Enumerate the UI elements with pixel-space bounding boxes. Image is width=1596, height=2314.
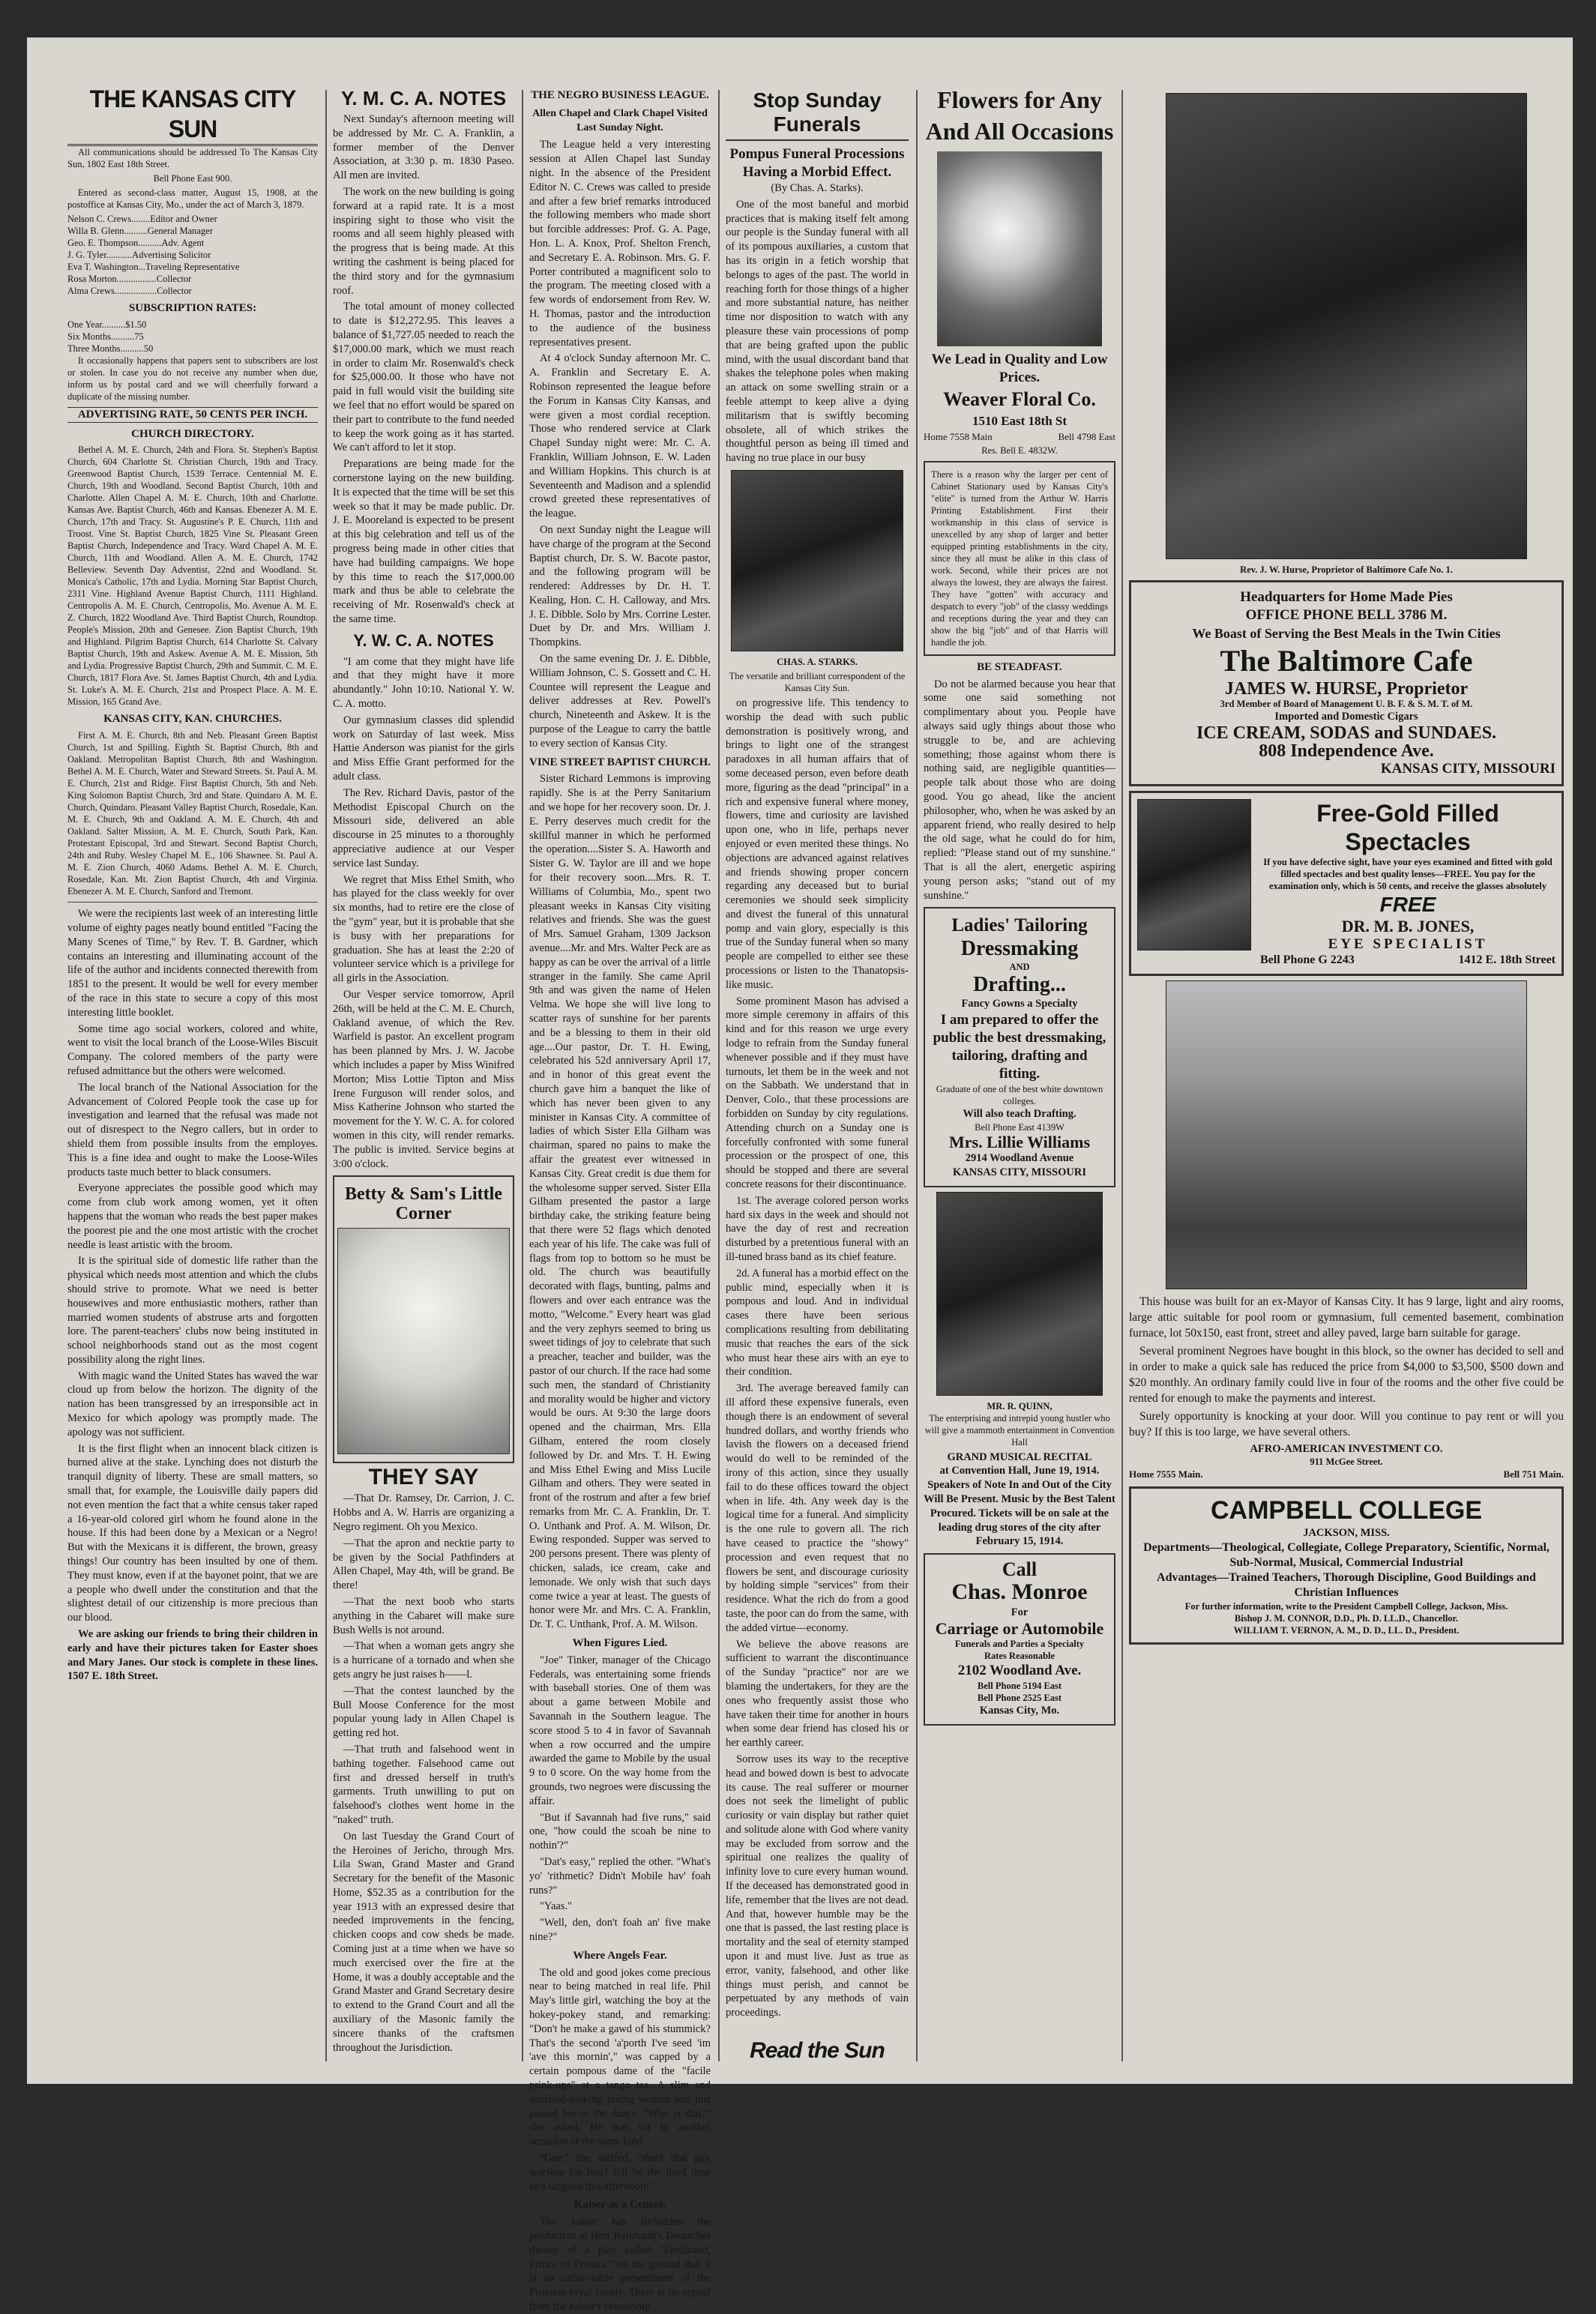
tailor-fancy: Fancy Gowns a Specialty <box>961 998 1078 1010</box>
column-ymca <box>333 84 514 2070</box>
article-paragraph: On last Tuesday the Grand Court of the Heroines of Jericho, through Mrs. Lila Swan, Grand Master and Grand Secretary for the benefit of the Masonic Home, $52.35 as a contribution for the year 1913 with an expressed desire that needed improvements in the fencing, chicken coops and cow sheds be made. Coming just at a time when we have so much exercised over the fire at the Home, it was a doubly acceptable and the Grand Master and Grand Secretary desire to extend to the Grand Court and all the auxiliary of the Masonic family the sincere thanks of the craftsmen throughout the Jurisdiction. <box>333 1830 514 2054</box>
campbell-further: For further information, write to the President Campbell College, Jackson, Miss. <box>1184 1600 1508 1612</box>
campbell-adv: Advantages—Trained Teachers, Thorough Discipline, Good Buildings and Christian Influences <box>1157 1570 1536 1599</box>
spectacles-text: If you have defective sight, have your eyes examined and fitted with gold filled spectacles and best quality lenses—FREE. You pay for the examination only, which is 50 cents, and receive the glasses absolutely <box>1263 856 1553 891</box>
ymca-title: Y. M. C. A. NOTES <box>340 87 507 109</box>
afro-address: 911 McGee Street. <box>1310 1456 1383 1468</box>
monroe-carriage: Carriage or Automobile <box>935 1618 1104 1638</box>
monroe-city: Kansas City, Mo. <box>979 1704 1060 1717</box>
tailor-addr: 2914 Woodland Avenue <box>965 1151 1074 1164</box>
article-paragraph: Sorrow uses its way to the receptive head and bowed down is best to advocate its cause. The real sufferer or mourner does not seek the limelight of public curiosity or vain display but rather quiet and solitude alone with God where vanity may be excluded from sorrow and the spiritual one realizes the quality of infinity love to cure every human wound. If the deceased has demonstrated good in life, remember that the lives are not dead. And that, however humble may be the one that is passed, the last resting place is mortality and the seal of eternity stamped upon it and must live. Just as true as error, vanity, falsehood, and other like things must perish, and cannot be perpetuated by any methods of vain proceedings. <box>726 1753 909 2019</box>
article-paragraph: "I am come that they might have life and that they might have it more abundantly." John 10:10. National Y. W. C. A. motto. <box>333 655 514 711</box>
ywca-title: Y. W. C. A. NOTES <box>353 630 494 650</box>
article-paragraph: "But if Savannah had five runs," said one, "how could the scoah be nine to nothin'?" <box>529 1811 711 1852</box>
quinn-text: The enterprising and intrepid young hustler who will give a mammoth entertainment in Convention Hall <box>924 1412 1115 1447</box>
column-masthead <box>67 84 318 2070</box>
article-paragraph: We believe the above reasons are sufficient to warrant the discontinuance of the Sunday "practice" nor are we blaming the undertakers, for they are the ones who frequently assist those who have taken their time for another in hours when some dear friend has closed his or her earthly career. <box>726 1638 909 1750</box>
weaver-phone: Bell 4798 East <box>1058 431 1115 442</box>
monroe-ad <box>924 1553 1115 1726</box>
article-paragraph: The League held a very interesting session at Allen Chapel last Sunday night. In the absence of the President Editor N. C. Crews was called to preside and after a few brief remarks introduced the following members who made short but forcible addresses: Prof. G. A. Page, Hon. L. A. Knox, Prof. Shelton French, and Secretary E. A. Robinson. Mrs. G. F. Porter contributed a magnificent solo to the program. The meeting closed with a few words of endorsement from Rev. W. H. Thomas, pastor and the introduction to the audience of the business representatives present. <box>529 139 711 349</box>
article-paragraph: Everyone appreciates the possible good which may come from club work among women, yet it often happens that the woman who reads the best paper makes the poorest pie and the one most artistic with the crochet needle is least artistic with the broom. <box>67 1182 318 1251</box>
flowers-illustration <box>937 151 1102 346</box>
monroe-phone: Bell Phone 2525 East <box>977 1692 1062 1703</box>
article-paragraph: The local branch of the National Association for the Advancement of Colored People took the case up for investigation and learned that the refusal was made not out of disrespect to the Negro callers, but in order to shield them from possible insults from the employes. This is a fine idea and ought to make the Loose-Wiles products taste much better to black consumers. <box>67 1081 318 1178</box>
column-ads <box>924 84 1115 2070</box>
angels-title: Where Angels Fear. <box>573 1949 667 1962</box>
directory-title: CHURCH DIRECTORY. <box>131 427 254 440</box>
read-the-sun: Read the Sun <box>726 2036 909 2066</box>
comic-title: Betty & Sam's Little Corner <box>345 1184 502 1224</box>
cafe-cigars: Imported and Domestic Cigars <box>1274 711 1418 723</box>
cafe-ice: ICE CREAM, SODAS and SUNDAES. <box>1196 723 1497 743</box>
article-paragraph: On the same evening Dr. J. E. Dibble, William Johnson, C. S. Gossett and C. H. Countee will represent the League and deliver addresses at Rev. Powell's church, Nineteenth and Askew. It is the purpose of the League to carry the battle to every section of Kansas City. <box>529 653 711 750</box>
article-paragraph: —That the apron and necktie party to be given by the Social Pathfinders at Allen Chapel, May 4th, will be grand. Be there! <box>333 1537 514 1592</box>
article-paragraph: —That when a woman gets angry she is a hurricane of a tornado and when she gets angry he just raises h——l. <box>333 1640 514 1681</box>
campbell-depts: Departments—Theological, Collegiate, College Preparatory, Scientific, Normal, Sub-Normal, Musical, Commercial Industrial <box>1143 1540 1550 1569</box>
funerals-byline: (By Chas. A. Starks). <box>771 182 864 194</box>
vine-title: VINE STREET BAPTIST CHURCH. <box>529 756 711 768</box>
tailor-sub1: Dressmaking <box>960 937 1079 961</box>
league-title: THE NEGRO BUSINESS LEAGUE. <box>531 89 709 101</box>
article-paragraph: "Well, den, don't foah an' five make nine?" <box>529 1917 711 1943</box>
column-rule <box>916 90 918 2061</box>
weaver-address: 1510 East 18th St <box>972 414 1067 428</box>
article-paragraph: With magic wand the United States has waved the war cloud up from below the horizon. The dignity of the nation has been transgressed by an irresponsible act in Mexico for which apology was promptly made. The apology was not sufficient. <box>67 1370 318 1438</box>
monroe-call: Call <box>1002 1558 1038 1581</box>
tailor-grad: Graduate of one of the best white downtown colleges. <box>936 1084 1103 1107</box>
staff-line: Geo. E. Thompson..........Adv. Agent <box>67 238 205 248</box>
masthead-entered: Entered as second-class matter, August 15, 1908, at the postoffice at Kansas City, Mo., under the act of March 3, 1879. <box>67 187 318 210</box>
tailor-sub2: Drafting... <box>973 973 1066 997</box>
article-paragraph: We regret that Miss Ethel Smith, who has played for the class weekly for over six months, had to retire ere the close of the "gym" year, but it is probable that she is busy with her preparations for graduation. She has at least the 2:20 of volunteer service which is a privilege for all girls in the Association. <box>333 873 514 985</box>
tailor-and: AND <box>1009 962 1030 973</box>
article-paragraph: This house was built for an ex-Mayor of Kansas City. It has 9 large, light and airy rooms, large attic suitable for pool room or gymnasium, full cemented basement, combination furnace, lot 50x150, east front, street and alley paved, large barn suitable for garage. <box>1129 1295 1564 1340</box>
doctor-name: DR. M. B. JONES, <box>1341 916 1475 935</box>
league-subtitle: Allen Chapel and Clark Chapel Visited Last Sunday Night. <box>532 107 708 133</box>
starks-portrait <box>731 470 903 651</box>
article-paragraph: "Gee," she sniffed, "don't that guy worship his feet? It'll be the third time he's tangoed this afternoon!" <box>529 2151 711 2193</box>
cafe-city: KANSAS CITY, MISSOURI <box>1380 760 1556 777</box>
column-business-league <box>529 84 711 2313</box>
afro-phones <box>1129 1468 1564 1482</box>
doctor-contact <box>1260 953 1556 968</box>
masthead-phone: Bell Phone East 900. <box>153 173 232 184</box>
spectacles-free: FREE <box>1379 892 1436 916</box>
column-rule <box>1121 90 1123 2061</box>
divider <box>67 902 318 903</box>
tailor-name: Mrs. Lillie Williams <box>948 1132 1091 1151</box>
article-paragraph: —That the contest launched by the Bull Moose Conference for the most popular young lady in Allen Chapel is getting red hot. <box>333 1684 514 1740</box>
flowers-title: Flowers for Any And All Occasions <box>925 86 1114 145</box>
weaver-phone: Home 7558 Main <box>924 431 993 442</box>
steadfast-title: BE STEADFAST. <box>977 660 1062 673</box>
rates-list <box>67 319 318 355</box>
article-paragraph: 1st. The average colored person works hard six days in the week and should not have the day of rest and recreation disturbed by a pretentious funeral with an ill-tuned brass band as its chief feature. <box>726 1194 909 1264</box>
kck-entries: First A. M. E. Church, 8th and Neb. Pleasant Green Baptist Church, 1st and Spilling. Eighth St. Baptist Church, 8th and Oakland. Metropolitan Baptist Church, 8th and Washington. Bethel A. M. E. Church, Water and Steward Streets. St. Paul A. M. E. Church, 21st and Ridge. First Baptist Church, 5th and Neb. King Solomon Baptist Church, 3rd and State. Quindaro A. M. E. Church, Quindaro. Pleasant Valley Baptist Church, Rosedale, Kan. M. E. Church, 9th and Oakland. A. M. E. Church, 4th and Oakland. Salter Mission, A. M. E. Church, South Park, Kan. Protestant Episcopal, 3rd and Stewart. Second Baptist Church, 24th and Ruby. Wesley Chapel M. E., 106 Shawnee. St. Paul A. M. E. Zion Church, 4060 Adams. Bethel A. M. E. Church, Rosedale, Kan. Mt. Zion Baptist Church, 4th and Virginia. Ebenezer A. M. E. Church, Sanford and Tremont. <box>67 730 318 897</box>
cafe-addr: 808 Independence Ave. <box>1259 741 1434 761</box>
baltimore-cafe-ad <box>1129 580 1564 786</box>
staff-line: Willa B. Glenn..........General Manager <box>67 226 213 236</box>
ad-rate: ADVERTISING RATE, 50 CENTS PER INCH. <box>67 407 318 423</box>
article-paragraph: Next Sunday's afternoon meeting will be addressed by Mr. C. A. Franklin, a former member of the Denver Association, at 3:30 p. m. 1830 Paseo. All men are invited. <box>333 113 514 182</box>
cafe-office: OFFICE PHONE BELL 3786 M. <box>1245 607 1448 623</box>
article-paragraph: Several prominent Negroes have bought in this block, so the owner has decided to sell and in order to make a quick sale has reduced the price from $4,000 to $3,500, $500 down and $20 monthly. An ordinary family could live in four of the rooms and the other five could be rented for enough to make the payments and interest. <box>1129 1344 1564 1405</box>
article-paragraph: Do not be alarmed because you hear that some one said something not complimentary about you. People have always said ugly things about those who struggle to be, and are achieving something; those against whom there is nothing said, are negligible quantities—people talk about those who are doing good. You go ahead, like the ancient philosopher, who, when he was asked by an apparent friend, who really desired to help the old sage, what he could do for him, replied: "Please stand out of my sunshine." That is all the alert, energetic aspiring young person asks; "stand out of my sunshine." <box>924 678 1115 902</box>
article-paragraph: It is the spiritual side of domestic life rather than the physical which needs most attention and which the clubs should strive to promote. What we need is better housewives and more enthusiastic mothers, rather than married women students of abstruse arts and forgotten lore. The parent-teachers' clubs now being instituted in school neighborhoods stand out as the most cogent possibility along the right lines. <box>67 1255 318 1366</box>
eye-specialist: EYE SPECIALIST <box>1328 935 1488 952</box>
recital-text: at Convention Hall, June 19, 1914. Speakers of Note In and Out of the City Will Be Present. Music by the Best Talent Procured. Tickets will be on sale at the leading drug stores of the city after February 15, 1914. <box>924 1465 1115 1548</box>
figures-title: When Figures Lied. <box>572 1637 668 1650</box>
doctor-phone: Bell Phone G 2243 <box>1260 953 1355 966</box>
article-paragraph: "Joe" Tinker, manager of the Chicago Federals, was entertaining some friends with baseball stories. One of them was about a game between Mobile and Savannah in the Southern league. The score stood 5 to 4 in favor of Savannah when a row occurred and the umpire awarded the game to Mobile by the usual 9 to 0 score. On the way home from the grounds, two negroes were discussing the affair. <box>529 1654 711 1807</box>
house-photo <box>1166 980 1527 1289</box>
article-paragraph: 3rd. The average bereaved family can ill afford these expensive funerals, even though there is an endowment of several hundred dollars, and worthy friends who lavish the flowers on a deceased friend would do well to be reminded of the irony of this action, since they usually fail to do these offices toward the object when in life. 4th. Any week day is the logical time for a funeral. And simplicity is the one rule to govern all. The rich have ceased to practice the "showy" procession and even request that no flowers be sent, and discourage curiosity by holding simple "services" from their residence. What the rich do from a good taste, the poor can do from the same, with the added virtue—economy. <box>726 1382 909 1634</box>
cafe-name: The Baltimore Cafe <box>1220 644 1473 678</box>
weaver-phones <box>924 430 1115 445</box>
masthead-notice: All communications should be addressed To The Kansas City Sun, 1802 East 18th Street. <box>67 147 318 169</box>
article-paragraph: —That Dr. Ramsey, Dr. Carrion, J. C. Hobbs and A. W. Harris are organizing a Negro regiment. Oh you Mexico. <box>333 1492 514 1533</box>
column-rule <box>325 90 327 2061</box>
article-paragraph: Preparations are being made for the cornerstone laying on the new building. It is expected that the time will be set this week so that it may be made public. Dr. J. E. Mooreland is expected to be present at this big celebration and tell us of the progress being made in other cities that have had building campaigns. We hope by this time to reach the $17,000.00 mark and thus be able to celebrate the receiving of Mr. Rosenwald's check at the same time. <box>333 458 514 625</box>
campbell-bishop: Bishop J. M. CONNOR, D.D., Ph. D. LL.D., Chancellor. <box>1234 1612 1459 1624</box>
article-paragraph: The old and good jokes come precious near to being matched in real life. Phil May's little girl, watching the boy at the hokey-pokey stand, and remarking: "Don't he make a gawd of his stummick? That's the second 'a'porth I've seed 'im 'ave this mornin'," was capped by a certain pompous dame of the "facile prink-ups" at a tango tea. A slim and satisfied-looking young woman had just passed her in the dance. "Who is that?" she asked. He was off to another occasion of the same kind. <box>529 1966 711 2148</box>
they-say-title: THEY SAY <box>368 1465 479 1490</box>
article-paragraph: Some time ago social workers, colored and white, went to visit the local branch of the Loose-Wiles Biscuit Company. The colored members of the party were refused admittance but the others were welcomed. <box>67 1022 318 1077</box>
newspaper-page <box>27 37 1573 2313</box>
monroe-phone: Bell Phone 5194 East <box>977 1680 1062 1691</box>
rate-line: One Year..........$1.50 <box>67 319 147 330</box>
hurse-caption: Rev. J. W. Hurse, Proprietor of Baltimore Cafe No. 1. <box>1240 564 1453 575</box>
rates-title: SUBSCRIPTION RATES: <box>128 302 257 314</box>
doctor-address: 1412 E. 18th Street <box>1458 953 1556 966</box>
article-paragraph: We are asking our friends to bring their children in early and have their pictures taken for Easter shoes and Mary Janes. Our stock is complete in these lines. 1507 E. 18th Street. <box>67 1628 318 1683</box>
cafe-prop: JAMES W. HURSE, Proprietor <box>1224 679 1469 699</box>
column-funerals <box>726 84 909 2070</box>
column-rule <box>522 90 523 2061</box>
article-paragraph: —That the next boob who starts anything in the Cabaret will make sure Bush Wells is not around. <box>333 1595 514 1636</box>
campbell-name: CAMPBELL COLLEGE <box>1210 1496 1483 1525</box>
article-paragraph: One of the most baneful and morbid practices that is making itself felt among our people is the Sunday funeral with all of its pompous auxiliaries, a custom that has its origin in a fetich worship that belongs to ages of the past. The world in reaching forth for those things of a higher and more substantial nature, has neither time nor disposition to watch with any pleasure these vain processions of pomp that are being grafted upon the public mind, with the usual discordant band that shakes the telephone poles when making an attack on some swelling strain or a feeble attempt to keep alive a dying militarism that is swiftly becoming obsolete, all of which strikes the thoughtful person as being ill timed and having no true place in our busy <box>726 198 909 465</box>
article-paragraph: We were the recipients last week of an interesting little volume of eighty pages neatly bound entitled "Facing the Many Scenes of Time," by Rev. T. B. Gardner, which contains an interesting and illuminating account of the life of the author and incidents connected therewith from 1851 to the present. It would be well for every member of the race in this state to secure a copy of this most interesting little booklet. <box>67 908 318 1019</box>
portrait-caption: CHAS. A. STARKS. <box>777 656 858 667</box>
article-paragraph: Surely opportunity is knocking at your door. Will you continue to pay rent or will you buy? If this is too large, we have several others. <box>1129 1409 1564 1438</box>
portrait-subcaption: The versatile and brilliant correspondent of the Kansas City Sun. <box>729 670 906 693</box>
article-paragraph: Some prominent Mason has advised a more simple ceremony in affairs of this kind and for this reason we urge every lodge to refrain from the Sunday funeral whenever possible and if they must have turnouts, let them be in the week and not on the Sabbath. We understand that in Denver, Colo., that these processions are forbidden on Sunday by city regulations. Attending church on a Sunday one is forcefully confronted with some funeral procession or the prospect of one, this should be stopped and there are several concrete reasons for their discontinuance. <box>726 995 909 1191</box>
masthead-notice2: It occasionally happens that papers sent to subscribers are lost or stolen. In case you do not receive any number when due, inform us by postal card and we will cheerfully forward a duplicate of the missing number. <box>67 355 318 402</box>
column-rule <box>718 90 720 2061</box>
comic-illustration <box>337 1228 510 1454</box>
article-paragraph: Our gymnasium classes did splendid work on Saturday of last week. Miss Hattie Anderson was pianist for the girls and Miss Effie Grant performed for the adult class. <box>333 714 514 783</box>
afro-company: AFRO-AMERICAN INVESTMENT CO. <box>1250 1442 1443 1455</box>
afro-phone: Home 7555 Main. <box>1129 1468 1203 1480</box>
funerals-title: Stop Sunday Funerals <box>726 88 909 141</box>
kaiser-title: Kaiser as a Censor. <box>573 2199 666 2211</box>
monroe-funerals: Funerals and Parties a Specialty <box>954 1638 1085 1649</box>
article-paragraph: On next Sunday night the League will have charge of the program at the Second Baptist church, Dr. S. W. Bacote pastor, and the following program will be rendered: Addresses by Dr. H. T. Kealing, Hon. C. H. Calloway, and Mrs. J. E. Dibble. Solo by Mrs. Corrine Lester. Duet by Dr. and Mrs. William J. Thompkins. <box>529 523 711 649</box>
tailor-phone: Bell Phone East 4139W <box>975 1121 1064 1133</box>
tailor-teach: Will also teach Drafting. <box>963 1108 1076 1121</box>
campbell-city: JACKSON, MISS. <box>1303 1527 1390 1540</box>
monroe-for: For <box>1011 1606 1029 1619</box>
staff-line: Rosa Morton.................Collector <box>67 274 192 284</box>
staff-list <box>67 213 318 297</box>
weaver-phone-res: Res. Bell E. 4832W. <box>981 445 1058 456</box>
tailor-body: I am prepared to offer the public the best dressmaking, tailoring, drafting and fitting. <box>933 1012 1106 1082</box>
staff-line: Nelson C. Crews........Editor and Owner <box>67 214 217 224</box>
recital-title: GRAND MUSICAL RECITAL <box>947 1450 1092 1463</box>
quinn-caption: MR. R. QUINN, <box>987 1400 1053 1411</box>
article-paragraph: The work on the new building is going forward at a rapid rate. It is a most inspiring sight to those who visit the rooms and all seem highly pleased with the progress that is being made. At this writing the cashment is being placed for the third story and for the gymnasium roof. <box>333 185 514 297</box>
monroe-name: Chas. Monroe <box>951 1579 1088 1605</box>
masthead-title: THE KANSAS CITY SUN <box>67 84 318 146</box>
article-paragraph: Our Vesper service tomorrow, April 26th, will be held at the C. M. E. Church, Oakland avenue, of which the Rev. Warfield is pastor. An excellent program has been planned by Mrs. J. W. Jacobe which includes a paper by Miss Winifred Morton; Miss Lottie Tipton and Miss Irene Furguson will render solos, and Miss Katherine Johnson who started the movement for the Y. W. C. A. for colored women in this city, will render remarks. The public is invited. Service begins at 3:00 o'clock. <box>333 989 514 1170</box>
rate-line: Three Months..........50 <box>67 343 154 354</box>
spectacles-ad <box>1129 791 1564 976</box>
staff-line: J. G. Tyler...........Advertising Solicitor <box>67 250 211 260</box>
column-display-ads <box>1129 84 1564 2070</box>
article-paragraph: The Rev. Richard Davis, pastor of the Methodist Episcopal Church on the Missouri side, delivered an able discourse in 25 minutes to a thoroughly appreciative audience at our Vesper service last Sunday. <box>333 786 514 870</box>
cafe-hq: Headquarters for Home Made Pies <box>1240 589 1453 605</box>
cafe-prop-sub: 3rd Member of Board of Management U. B. F. & S. M. T. of M. <box>1220 699 1473 709</box>
staff-line: Alma Crews..................Collector <box>67 286 192 296</box>
comic-box <box>333 1175 514 1463</box>
article-paragraph: The total amount of money collected to date is $12,272.95. This leaves a balance of $1,727.05 needed to reach the $17,000.00 mark, which we must reach in order to claim Mr. Rosenwald's check for $25,000.00. It those who have not paid in full would visit the building site we feel that no effort would be spared on their part to contribute to the fund needed to keep the work going as it has started. We can't afford to let it stop. <box>333 301 514 454</box>
weaver-name: Weaver Floral Co. <box>943 388 1096 410</box>
article-paragraph: It is the first flight when an innocent black citizen is burned alive at the stake. Lynching does not disturb the tranquil dignity of liberty. These are small matters, so small that, for example, the Louisville daily papers did not even mention the fact that a white census taker raped a 16-year-old colored girl whom he found alone in the house. If this had been done by a Mexican or a Negro! But with the Mexicans it is different, the brown, greasy things! Our country has been insulted by one of them. They must know, even if at the bayonet point, that we are a people who dwell under the constitution and that the slightest detail of our citizenship is more precious than our blood. <box>67 1442 318 1624</box>
spectacles-title: Free-Gold Filled Spectacles <box>1316 799 1499 855</box>
tailor-title: Ladies' Tailoring <box>951 915 1088 936</box>
spectacles-body <box>1260 799 1556 968</box>
directory-entries: Bethel A. M. E. Church, 24th and Flora. St. Stephen's Baptist Church, 604 Charlotte St. Christian Church, 19th and Tracy. Greenwood Baptist Church, 1539 Terrace. Centennial M. E. Church, 19th and Woodland. Second Baptist Church, 10th and Charlotte. Allen Chapel A. M. E. Church, 10th and Charlotte. Kansas Ave. Baptist Church, 46th and Kansas. Ebenezer A. M. E. Church, 17th and Tracy. St. Augustine's P. E. Church, 11th and Troost. Vine St. Baptist Church, 1825 Vine St. Pleasant Green Baptist Church, Independence and Tracy. Ward Chapel A. M. E. Church, 11th and Woodland. Allen A. M. E. Church, 1742 Belleview. Seventh Day Adventist, 22nd and Woodland. St. Monica's Catholic, 17th and Lydia. Morning Star Baptist Church, 2311 Vine. Highland Avenue Baptist Church, 1111 Highland. Centropolis A. M. E. Church, Centropolis, Mo. Avenue A. M. E. Z. Church, 1822 Woodland Ave. Third Baptist Church, Roundtop. People's Mission, 20th and Genesee. Zion Baptist Church, 19th and Highland. Pilgrim Baptist Church, 614 Charlotte St. Calvary Baptist Church, 19th and Askew. Avenue A. M. E. Mission, 5th and Lydia. Progressive Baptist Church, 29th and Summit. C. M. E. Church, 1817 Flora Ave. St. James Baptist Church, 4th and Lydia. St. Luke's A. M. E. Church, 21st and Prospect Place. A. M. E. Mission, 165 Grand Ave. <box>67 445 319 708</box>
printing-ad: There is a reason why the larger per cent of Cabinet Stationary used by Kansas City's "elite" is turned from the Arthur W. Harris Printing Establishment. First their workmanship in this class of service is unexcelled by any shop of larger and better equipped printing establishments in the city, since they all must be alike in this class of work. Second, while their prices are not always the lowest, they are always the fairest. They have "gotten" with accuracy and despatch to every "job" of the classy weddings and receptions during the year and they can show the big "job" and of that Harris will handle the job. <box>924 461 1115 656</box>
rate-line: Six Months..........75 <box>67 331 144 342</box>
article-paragraph: 2d. A funeral has a morbid effect on the public mind, especially when it is pompous and loud. And in individual cases there have been serious complications resulting from debilitating music that reaches the ears of the sick who must hear these airs with an eye to their condition. <box>726 1267 909 1379</box>
monroe-addr: 2102 Woodland Ave. <box>957 1662 1082 1678</box>
article-paragraph: "Yaas." <box>540 1900 572 1913</box>
article-paragraph: "Dat's easy," replied the other. "What's yo' 'rithmetic? Didn't Mobile hav' foah runs?" <box>529 1856 711 1896</box>
staff-line: Eva T. Washington...Traveling Representative <box>67 262 240 272</box>
cafe-boast: We Boast of Serving the Best Meals in the Twin Cities <box>1192 626 1501 641</box>
tailor-city: KANSAS CITY, MISSOURI <box>953 1166 1086 1178</box>
funerals-subtitle: Pompus Funeral Processions Having a Morbid Effect. <box>729 146 905 180</box>
article-paragraph: At 4 o'clock Sunday afternoon Mr. C. A. Franklin and Secretary E. A. Robinson represented the league before the Forum in Kansas City Kansas, and were given a most cordial reception. Those who rendered service at Clark Chapel Sunday night were: Mr. C. A. Franklin, William Johnson, E. W. Laden and William Hopkins. This church is at Seventeenth and Madison and a splendid crowd greeted these representatives of the league. <box>529 352 711 520</box>
article-paragraph: Sister Richard Lemmons is improving rapidly. She is at the Perry Sanitarium and we hope for her recovery soon. Dr. J. E. Perry deserves much credit for the skillful manner in which he performed the operation....Sister S. A. Haworth and Sister G. W. Taylor are ill and we hope for their recovery soon....Mrs. R. T. Williams of Columbia, Mo., spent two pleasant weeks in Kansas City visiting relatives and friends. She was the guest of Mrs. Samuel Graham, 1309 Jackson avenue....Mr. and Mrs. Walter Peck are as happy as can be over the arrival of a little stranger in the family. She came April 9th and was given the name of Helen Velma. We hope she will live long to scatter rays of sunshine for her parents and be a blessing to them in their old age....Our pastor, Dr. T. H. Ewing, celebrated his 52d anniversary April 17, and in honor of this great event the church gave him a banquet the like of which has never been given to any minister in Kansas City. A committee of ladies of which Sister Ella Gilham was chairman, spared no pains to make the affair the greatest ever witnessed in Kansas City. Great credit is due them for the wholesome supper served. Sister Ella Gilham presented the pastor a large birthday cake, the striking feature being that there were 52 flags which denoted each year of his life. The cake was full of flags from top to bottom so he must be old. The church was beautifully decorated with flags, bunting, palms and flowers and over each entrance was the motto, "Welcome." Every heart was glad and the very zephyrs seemed to bring us sweet tidings of joy to celebrate that such a preacher, teacher and builder, was the pastor of our church. If the race had some such men, the standard of Christianity and morality would be higher and victory would be ours. At 9:30 the large doors opened and the chairman, Mrs. Ella Gilham, entered the room closely followed by Dr. and Mrs. T. H. Ewing and Miss Ethel Ewing and Miss Lucile Gilham and others. They were seated in front of the rostrum and after a few brief remarks from Mr. C. A. Franklin, Dr. T. O. Unthank and Prof. A. M. Wilson, Dr. Ewing responded. Supper was served to 200 persons present. There was plenty of chicken, salads, ice cream, cake and lemonade. We only wish that such days come twice a year at least. The guests of honor were Mr. and Mrs. C. A. Franklin, Dr. T. C. Unthank, Prof. A. M. Wilson. <box>529 773 711 1631</box>
article-paragraph: on progressive life. This tendency to worship the dead with such public demonstration is positively wrong, and brings to light one of the strangest paradoxes in all human affairs that of some deceased person, even before death more, figuring as the dead "principal" in a rich and expensive funeral where money, flowers, time and curiosity are lavished upon one, who in life, perhaps never enjoyed or even merited these things. No objections are advanced against relatives and friends showing proper concern regarding any deceased but to burial ceremonies we should seek simplicity and divest the funeral of this unnatural pomp and vain glory, especially is this true of the Sunday funeral when so many people are compelled to either see these processions or listen to the Thanatopsis-like music. <box>726 696 909 991</box>
afro-phone: Bell 751 Main. <box>1503 1468 1564 1480</box>
campbell-college-ad <box>1129 1486 1564 1645</box>
article-paragraph: —That truth and falsehood went in bathing together. Falsehood came out first and dressed herself in truth's garments. Truth unwilling to put on falsehood's clothes went home in the "naked" truth. <box>333 1743 514 1826</box>
flowers-lead: We Lead in Quality and Low Prices. <box>931 352 1108 385</box>
jones-portrait <box>1137 799 1251 950</box>
tailoring-ad <box>924 907 1115 1187</box>
campbell-vernon: WILLIAM T. VERNON, A. M., D. D., LL. D., President. <box>1233 1624 1460 1636</box>
hurse-portrait <box>1166 93 1527 559</box>
quinn-portrait <box>936 1192 1103 1396</box>
article-paragraph: The kaiser has forbidden the production at Herr Reinhardt's Deutsches theater of a play called "Ferdinand, Prince of Prussia," on the ground that it is an unfavorable presentment of the Prussian royal family. There is no appeal from the kaiser's censorship. <box>529 2216 711 2313</box>
kck-title: KANSAS CITY, KAN. CHURCHES. <box>103 713 282 726</box>
monroe-rates: Rates Reasonable <box>984 1650 1056 1661</box>
